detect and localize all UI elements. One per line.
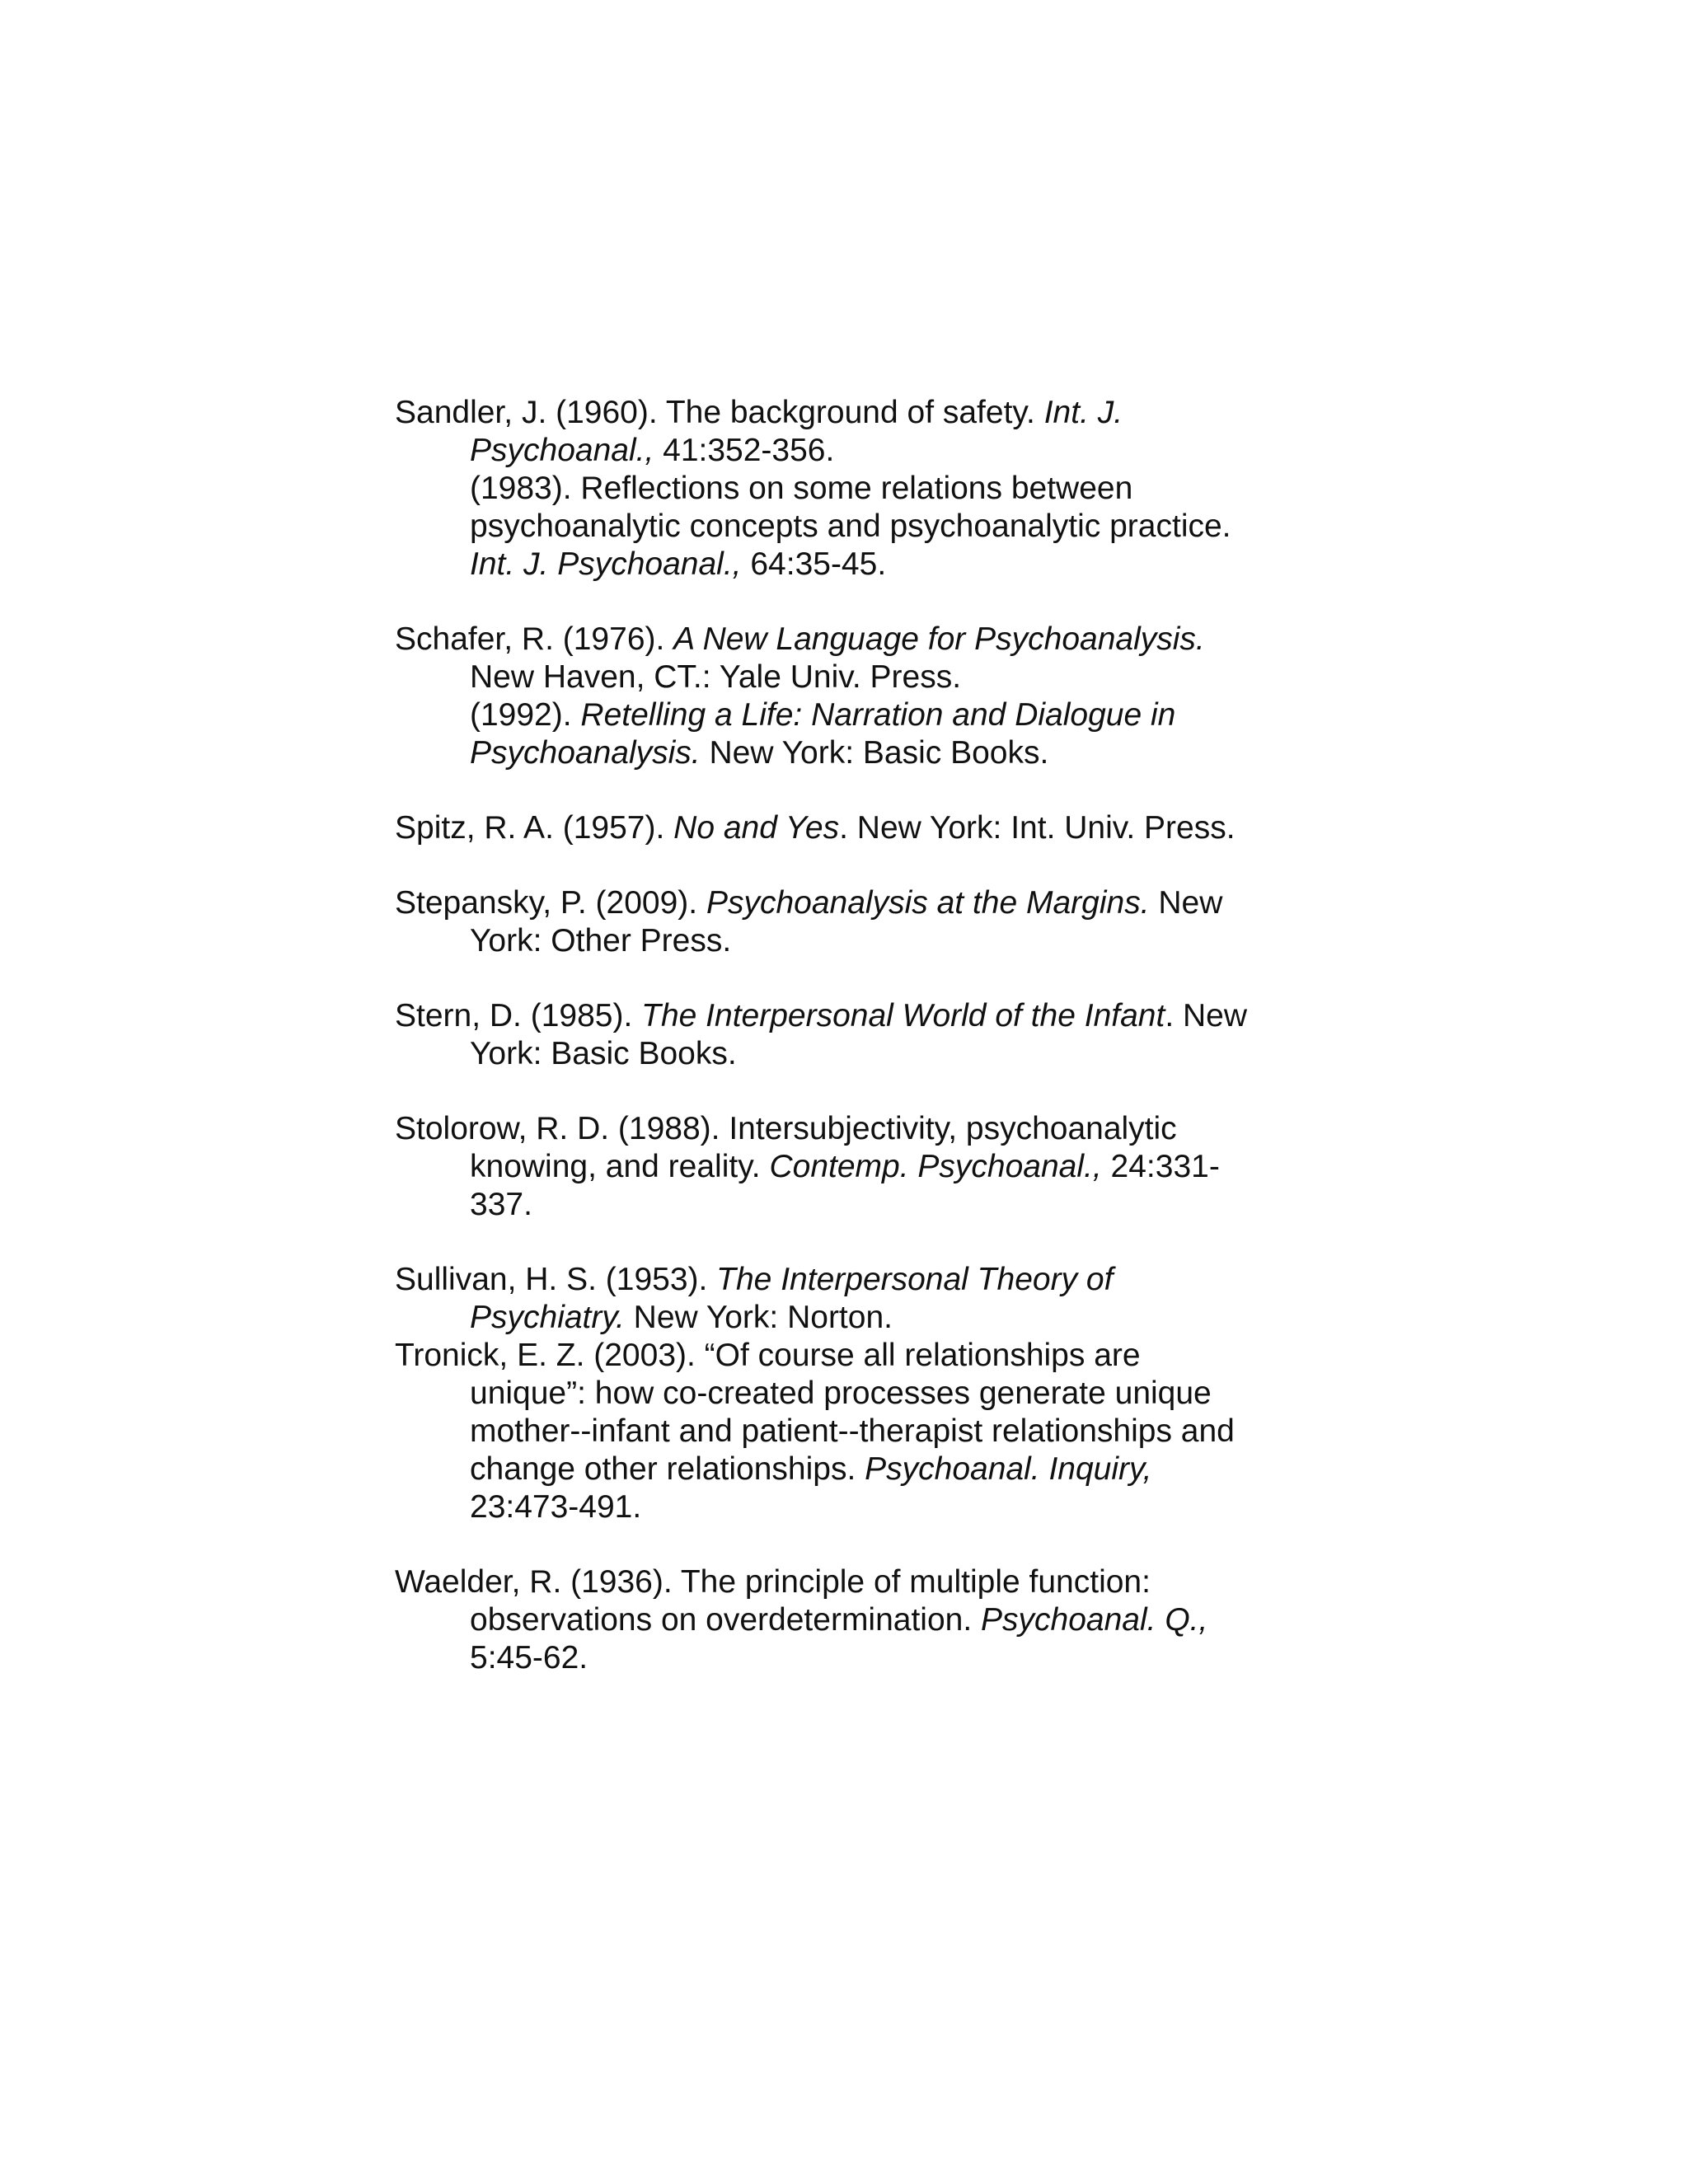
reference-spacer xyxy=(395,847,1326,884)
reference-text: New xyxy=(1149,885,1223,921)
reference-text: observations on overdetermination. xyxy=(470,1602,982,1638)
reference-entry xyxy=(395,884,1326,960)
reference-continuation-line xyxy=(395,546,1326,583)
italic-text: Psychoanalysis. xyxy=(470,735,701,771)
italic-text: Retelling a Life: Narration and Dialogue in xyxy=(580,697,1176,733)
reference-continuation-line xyxy=(395,1186,1326,1224)
reference-text: Tronick, E. Z. (2003). “Of course all relationships are xyxy=(395,1338,1141,1373)
reference-text: New York: Norton. xyxy=(624,1300,893,1335)
reference-text: 5:45-62. xyxy=(470,1640,588,1675)
reference-continuation-line xyxy=(395,1375,1326,1413)
reference-first-line xyxy=(395,621,1326,658)
reference-text: 24:331- xyxy=(1101,1149,1220,1184)
reference-continuation-line xyxy=(395,658,1326,696)
italic-text: Psychiatry. xyxy=(470,1300,625,1335)
italic-text: Int. J. xyxy=(1043,395,1123,430)
italic-text: No and Yes xyxy=(673,810,840,846)
italic-text: A New Language for Psychoanalysis. xyxy=(673,621,1205,657)
italic-text: The Interpersonal World of the Infant xyxy=(641,998,1165,1033)
italic-text: Psychoanal. Q., xyxy=(981,1602,1208,1638)
italic-text: Contemp. Psychoanal., xyxy=(769,1149,1102,1184)
reference-text: . New xyxy=(1165,998,1248,1033)
reference-continuation-line xyxy=(395,1148,1326,1186)
reference-first-line xyxy=(395,394,1326,432)
reference-text: 41:352-356. xyxy=(654,433,835,468)
reference-continuation-line xyxy=(395,470,1326,508)
italic-text: Psychoanal. Inquiry, xyxy=(865,1451,1152,1487)
reference-spacer xyxy=(395,1224,1326,1261)
reference-list xyxy=(395,394,1326,1677)
reference-text: (1992). xyxy=(470,697,581,733)
italic-text: Int. J. Psychoanal., xyxy=(470,546,742,582)
reference-first-line xyxy=(395,884,1326,922)
reference-continuation-line xyxy=(395,1299,1326,1337)
reference-continuation-line xyxy=(395,1639,1326,1677)
reference-continuation-line xyxy=(395,432,1326,470)
reference-text: Stolorow, R. D. (1988). Intersubjectivity, psychoanalytic xyxy=(395,1111,1177,1146)
reference-text: Stepansky, P. (2009). xyxy=(395,885,706,921)
reference-entry xyxy=(395,809,1326,847)
reference-text: 23:473-491. xyxy=(470,1489,642,1525)
reference-spacer xyxy=(395,1073,1326,1110)
reference-text: . New York: Int. Univ. Press. xyxy=(839,810,1236,846)
reference-continuation-line xyxy=(395,734,1326,772)
reference-text: 64:35-45. xyxy=(741,546,887,582)
reference-continuation-line xyxy=(395,1413,1326,1451)
reference-continuation-line xyxy=(395,1601,1326,1639)
reference-text: Sullivan, H. S. (1953). xyxy=(395,1262,717,1297)
reference-text: New Haven, CT.: Yale Univ. Press. xyxy=(470,659,962,695)
reference-text: 337. xyxy=(470,1187,532,1222)
reference-text: psychoanalytic concepts and psychoanalytic practice. xyxy=(470,509,1231,544)
reference-spacer xyxy=(395,772,1326,809)
reference-entry xyxy=(395,1110,1326,1224)
reference-first-line xyxy=(395,997,1326,1035)
reference-text: Waelder, R. (1936). The principle of multiple function: xyxy=(395,1564,1151,1600)
reference-first-line xyxy=(395,1563,1326,1601)
reference-continuation-line xyxy=(395,508,1326,546)
reference-first-line xyxy=(395,809,1326,847)
italic-text: The Interpersonal Theory of xyxy=(716,1262,1114,1297)
reference-continuation-line xyxy=(395,1451,1326,1488)
reference-entry xyxy=(395,1261,1326,1337)
reference-first-line xyxy=(395,1337,1326,1375)
reference-spacer xyxy=(395,960,1326,997)
reference-text: (1983). Reflections on some relations between xyxy=(470,471,1133,506)
italic-text: Psychoanalysis at the Margins. xyxy=(706,885,1150,921)
reference-text: knowing, and reality. xyxy=(470,1149,770,1184)
reference-text: Sandler, J. (1960). The background of safety. xyxy=(395,395,1044,430)
italic-text: Psychoanal., xyxy=(470,433,654,468)
reference-entry xyxy=(395,1563,1326,1677)
reference-entry xyxy=(395,997,1326,1073)
reference-entry xyxy=(395,1337,1326,1526)
reference-text: New York: Basic Books. xyxy=(700,735,1049,771)
reference-text: change other relationships. xyxy=(470,1451,865,1487)
reference-continuation-line xyxy=(395,1035,1326,1073)
reference-continuation-line xyxy=(395,696,1326,734)
reference-text: unique”: how co-created processes generate unique xyxy=(470,1376,1212,1411)
reference-entry xyxy=(395,621,1326,772)
reference-text: Stern, D. (1985). xyxy=(395,998,642,1033)
reference-entry xyxy=(395,394,1326,583)
reference-continuation-line xyxy=(395,1488,1326,1526)
reference-spacer xyxy=(395,583,1326,621)
reference-spacer xyxy=(395,1526,1326,1563)
reference-text: Schafer, R. (1976). xyxy=(395,621,674,657)
reference-text: York: Other Press. xyxy=(470,923,732,958)
reference-text: Spitz, R. A. (1957). xyxy=(395,810,674,846)
reference-first-line xyxy=(395,1261,1326,1299)
reference-text: mother--infant and patient--therapist relationships and xyxy=(470,1413,1235,1449)
reference-first-line xyxy=(395,1110,1326,1148)
reference-text: York: Basic Books. xyxy=(470,1036,737,1071)
reference-continuation-line xyxy=(395,922,1326,960)
